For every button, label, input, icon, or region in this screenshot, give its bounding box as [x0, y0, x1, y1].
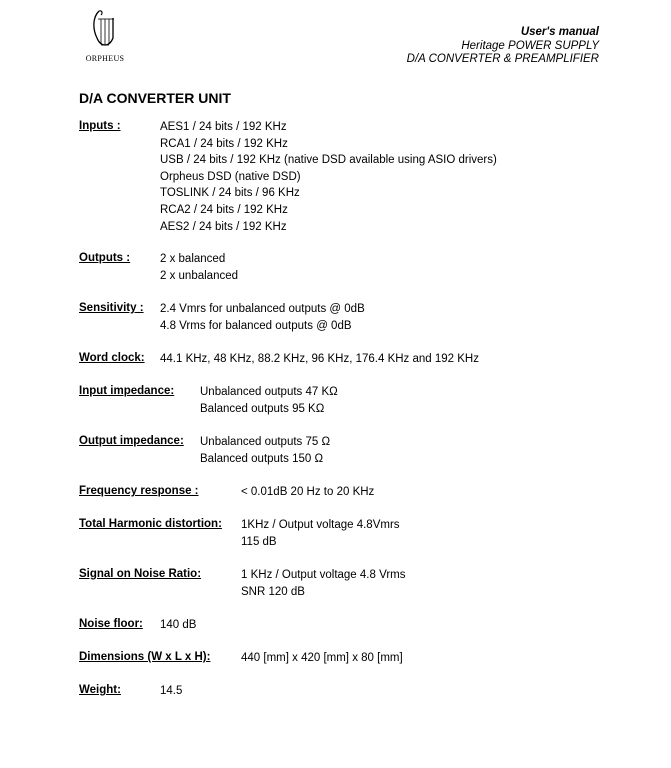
- spec-value: SNR 120 dB: [241, 585, 305, 598]
- spec-value: 1KHz / Output voltage 4.8Vmrs: [241, 519, 400, 531]
- spec-label-dimensions: Dimensions (W x L x H):: [79, 651, 211, 663]
- document-header: [407, 26, 599, 67]
- spec-value: 140 dB: [160, 619, 197, 631]
- spec-values-frequency-response: [241, 484, 374, 501]
- spec-value: 1 KHz / Output voltage 4.8 Vrms: [241, 569, 406, 581]
- spec-values-output-impedance: [200, 434, 330, 467]
- spec-value: 2 x unbalanced: [160, 269, 239, 282]
- spec-label-noise-floor: Noise floor:: [79, 618, 143, 630]
- logo-text: ORPHEUS: [85, 54, 125, 63]
- spec-label-word-clock: Word clock:: [79, 352, 145, 364]
- spec-value: AES2 / 24 bits / 192 KHz: [160, 220, 287, 233]
- spec-label-sensitivity: Sensitivity :: [79, 302, 144, 314]
- spec-value: TOSLINK / 24 bits / 96 KHz: [160, 187, 300, 200]
- spec-value: 115 dB: [241, 535, 277, 548]
- spec-values-inputs: [160, 119, 497, 235]
- spec-values-weight: [160, 683, 182, 700]
- spec-value: 14.5: [160, 685, 183, 697]
- orpheus-logo: [82, 8, 128, 64]
- spec-label-outputs: Outputs :: [79, 252, 131, 264]
- spec-value: 2 x balanced: [160, 253, 226, 265]
- spec-values-noise-floor: [160, 617, 196, 634]
- spec-value: 2.4 Vmrs for unbalanced outputs @ 0dB: [160, 303, 365, 315]
- lyre-icon: [90, 8, 120, 54]
- spec-value: 440 [mm] x 420 [mm] x 80 [mm]: [241, 652, 403, 664]
- spec-label-thd: Total Harmonic distortion:: [79, 518, 222, 530]
- spec-values-dimensions: [241, 650, 403, 667]
- spec-label-frequency-response: Frequency response :: [79, 485, 199, 497]
- spec-value: USB / 24 bits / 192 KHz (native DSD available using ASIO drivers): [160, 154, 497, 167]
- spec-values-outputs: [160, 251, 238, 284]
- spec-values-sensitivity: [160, 301, 365, 334]
- spec-value: 44.1 KHz, 48 KHz, 88.2 KHz, 96 KHz, 176.4 KHz and 192 KHz: [160, 353, 479, 365]
- spec-label-snr: Signal on Noise Ratio:: [79, 568, 202, 580]
- spec-label-input-impedance: Input impedance:: [79, 385, 175, 397]
- header-line-2: Heritage POWER SUPPLY: [461, 39, 599, 52]
- spec-values-input-impedance: [200, 384, 338, 417]
- spec-value: Unbalanced outputs 47 KΩ: [200, 386, 338, 398]
- spec-value: RCA2 / 24 bits / 192 KHz: [160, 203, 288, 216]
- spec-value: RCA1 / 24 bits / 192 KHz: [160, 137, 288, 150]
- spec-values-word-clock: [160, 351, 479, 368]
- spec-values-thd: [241, 517, 400, 550]
- spec-values-snr: [241, 567, 405, 600]
- spec-value: AES1 / 24 bits / 192 KHz: [160, 121, 287, 133]
- spec-label-weight: Weight:: [79, 684, 121, 696]
- spec-label-inputs: Inputs :: [79, 120, 121, 132]
- spec-value: Balanced outputs 150 Ω: [200, 452, 324, 465]
- spec-value: 4.8 Vrms for balanced outputs @ 0dB: [160, 319, 352, 332]
- header-manual: User's manual: [520, 26, 599, 38]
- spec-label-output-impedance: Output impedance:: [79, 435, 184, 447]
- spec-value: Balanced outputs 95 KΩ: [200, 402, 325, 415]
- spec-value: < 0.01dB 20 Hz to 20 KHz: [241, 486, 375, 498]
- spec-value: Unbalanced outputs 75 Ω: [200, 436, 331, 448]
- section-title: D/A CONVERTER UNIT: [79, 90, 231, 106]
- spec-value: Orpheus DSD (native DSD): [160, 170, 301, 183]
- header-line-3: D/A CONVERTER & PREAMPLIFIER: [406, 53, 599, 65]
